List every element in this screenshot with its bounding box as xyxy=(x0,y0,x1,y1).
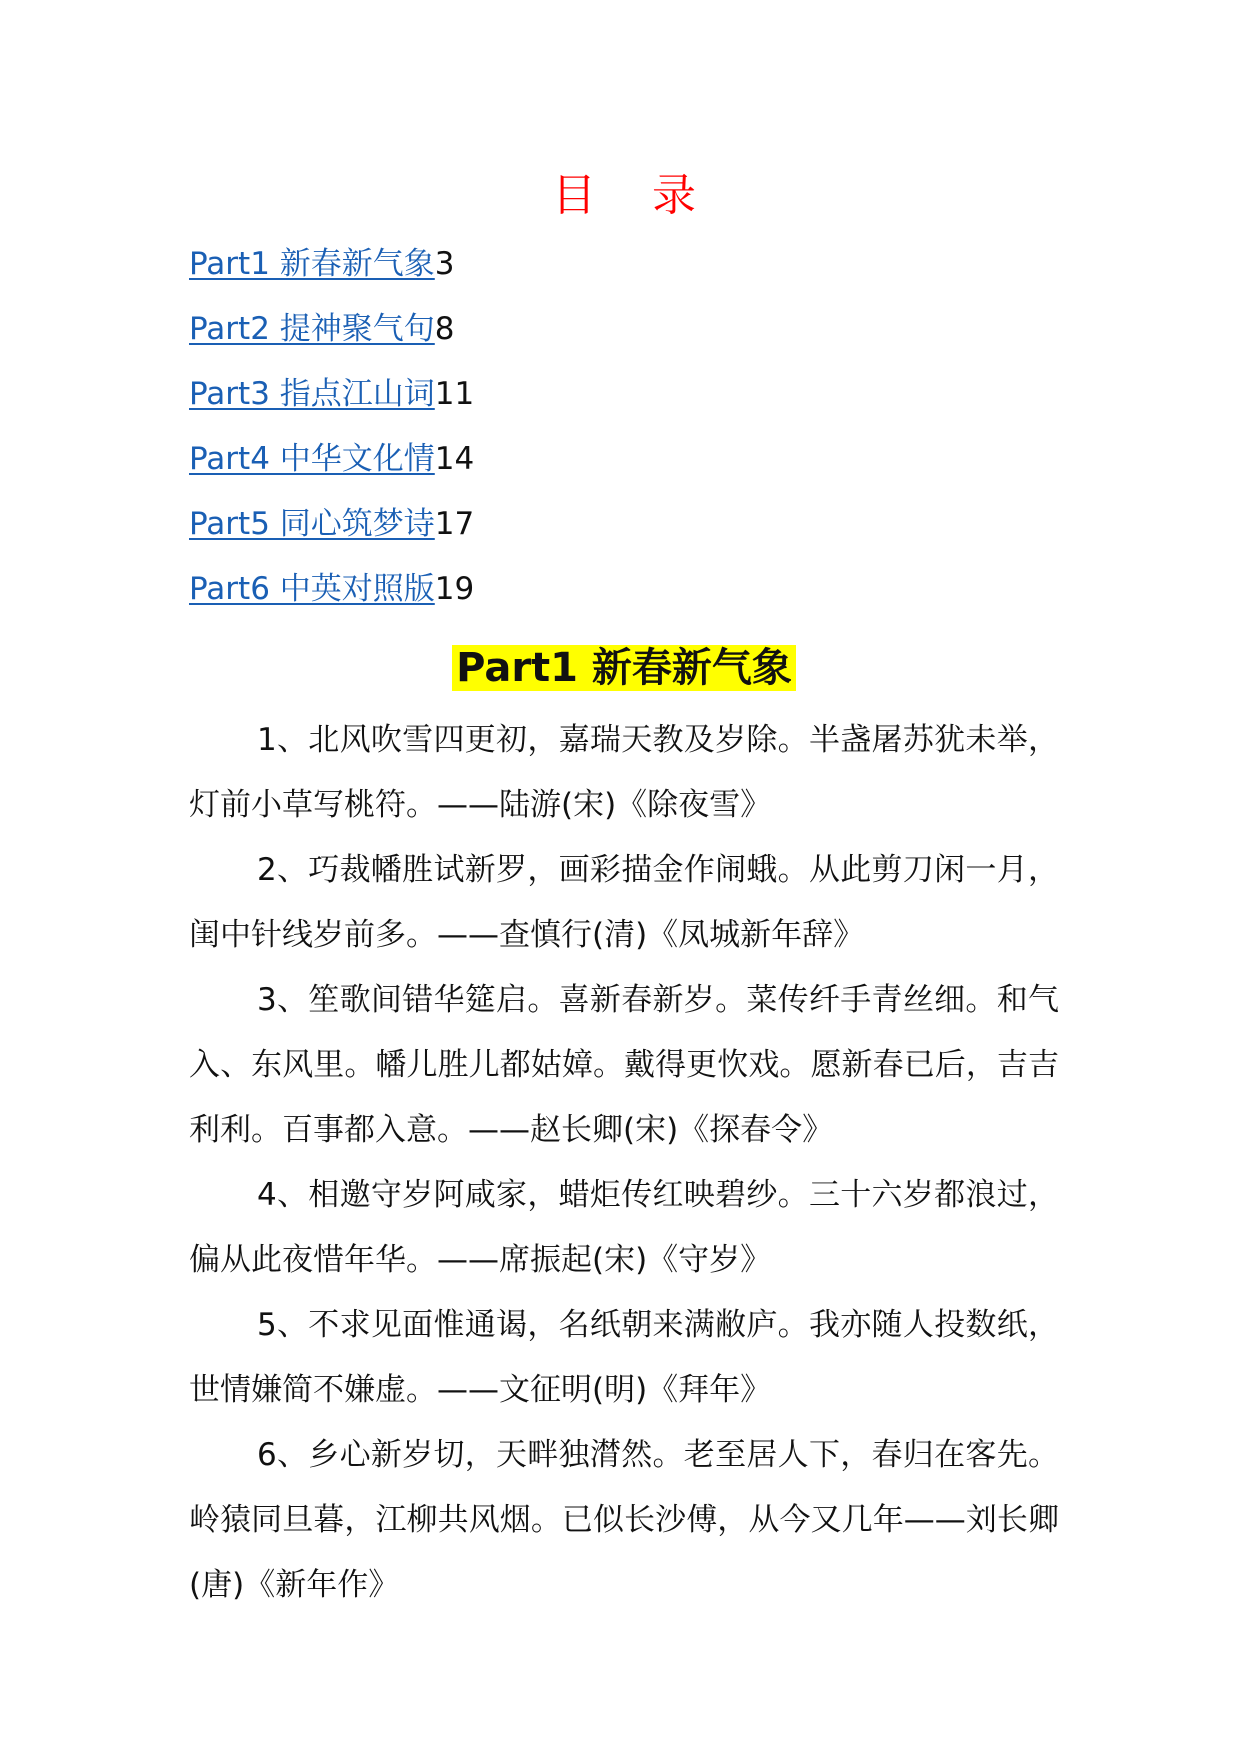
toc-page-number: 19 xyxy=(434,571,475,607)
document-page xyxy=(189,160,1059,1618)
toc-item-part6 xyxy=(189,557,1059,622)
poem-paragraph: 6、乡心新岁切，天畔独潸然。老至居人下，春归在客先。岭猿同旦暮，江柳共风烟。已似长沙傅，从今又几年——刘长卿(唐)《新年作》 xyxy=(189,1437,1059,1603)
toc-page-number: 11 xyxy=(434,376,475,412)
section-heading-text: Part1 新春新气象 xyxy=(452,645,796,691)
toc-page-number: 14 xyxy=(434,441,475,477)
toc-item-part4 xyxy=(189,427,1059,492)
toc-link-part2[interactable]: Part2 提神聚气句 xyxy=(189,311,435,347)
poem-paragraph: 5、不求见面惟通谒，名纸朝来满敝庐。我亦随人投数纸，世情嫌简不嫌虚。——文征明(明)《拜年》 xyxy=(189,1307,1059,1408)
toc-page-number: 17 xyxy=(434,506,475,542)
toc-title-left: 目 xyxy=(552,170,596,221)
poem-paragraph: 3、笙歌间错华筵启。喜新春新岁。菜传纤手青丝细。和气入、东风里。幡儿胜儿都姑嫜。戴得更忺戏。愿新春已后，吉吉利利。百事都入意。——赵长卿(宋)《探春令》 xyxy=(189,982,1059,1148)
toc-title-right: 录 xyxy=(652,170,696,221)
poem-paragraph: 2、巧裁幡胜试新罗，画彩描金作闹蛾。从此剪刀闲一月，闺中针线岁前多。——查慎行(清)《凤城新年辞》 xyxy=(189,852,1059,953)
toc-list xyxy=(189,232,1059,622)
toc-item-part5 xyxy=(189,492,1059,557)
toc-page-number: 3 xyxy=(434,246,455,282)
toc-link-part5[interactable]: Part5 同心筑梦诗 xyxy=(189,506,435,542)
toc-link-part1[interactable]: Part1 新春新气象 xyxy=(189,246,435,282)
toc-link-part4[interactable]: Part4 中华文化情 xyxy=(189,441,435,477)
toc-link-part6[interactable]: Part6 中英对照版 xyxy=(189,571,435,607)
toc-item-part3 xyxy=(189,362,1059,427)
toc-item-part2 xyxy=(189,297,1059,362)
toc-title xyxy=(189,160,1059,232)
poem-paragraph: 4、相邀守岁阿咸家，蜡炬传红映碧纱。三十六岁都浪过，偏从此夜惜年华。——席振起(宋)《守岁》 xyxy=(189,1177,1059,1278)
toc-item-part1 xyxy=(189,232,1059,297)
section-heading xyxy=(189,628,1059,708)
poem-paragraph: 1、北风吹雪四更初，嘉瑞天教及岁除。半盏屠苏犹未举，灯前小草写桃符。——陆游(宋)《除夜雪》 xyxy=(189,722,1059,823)
toc-page-number: 8 xyxy=(434,311,455,347)
toc-link-part3[interactable]: Part3 指点江山词 xyxy=(189,376,435,412)
